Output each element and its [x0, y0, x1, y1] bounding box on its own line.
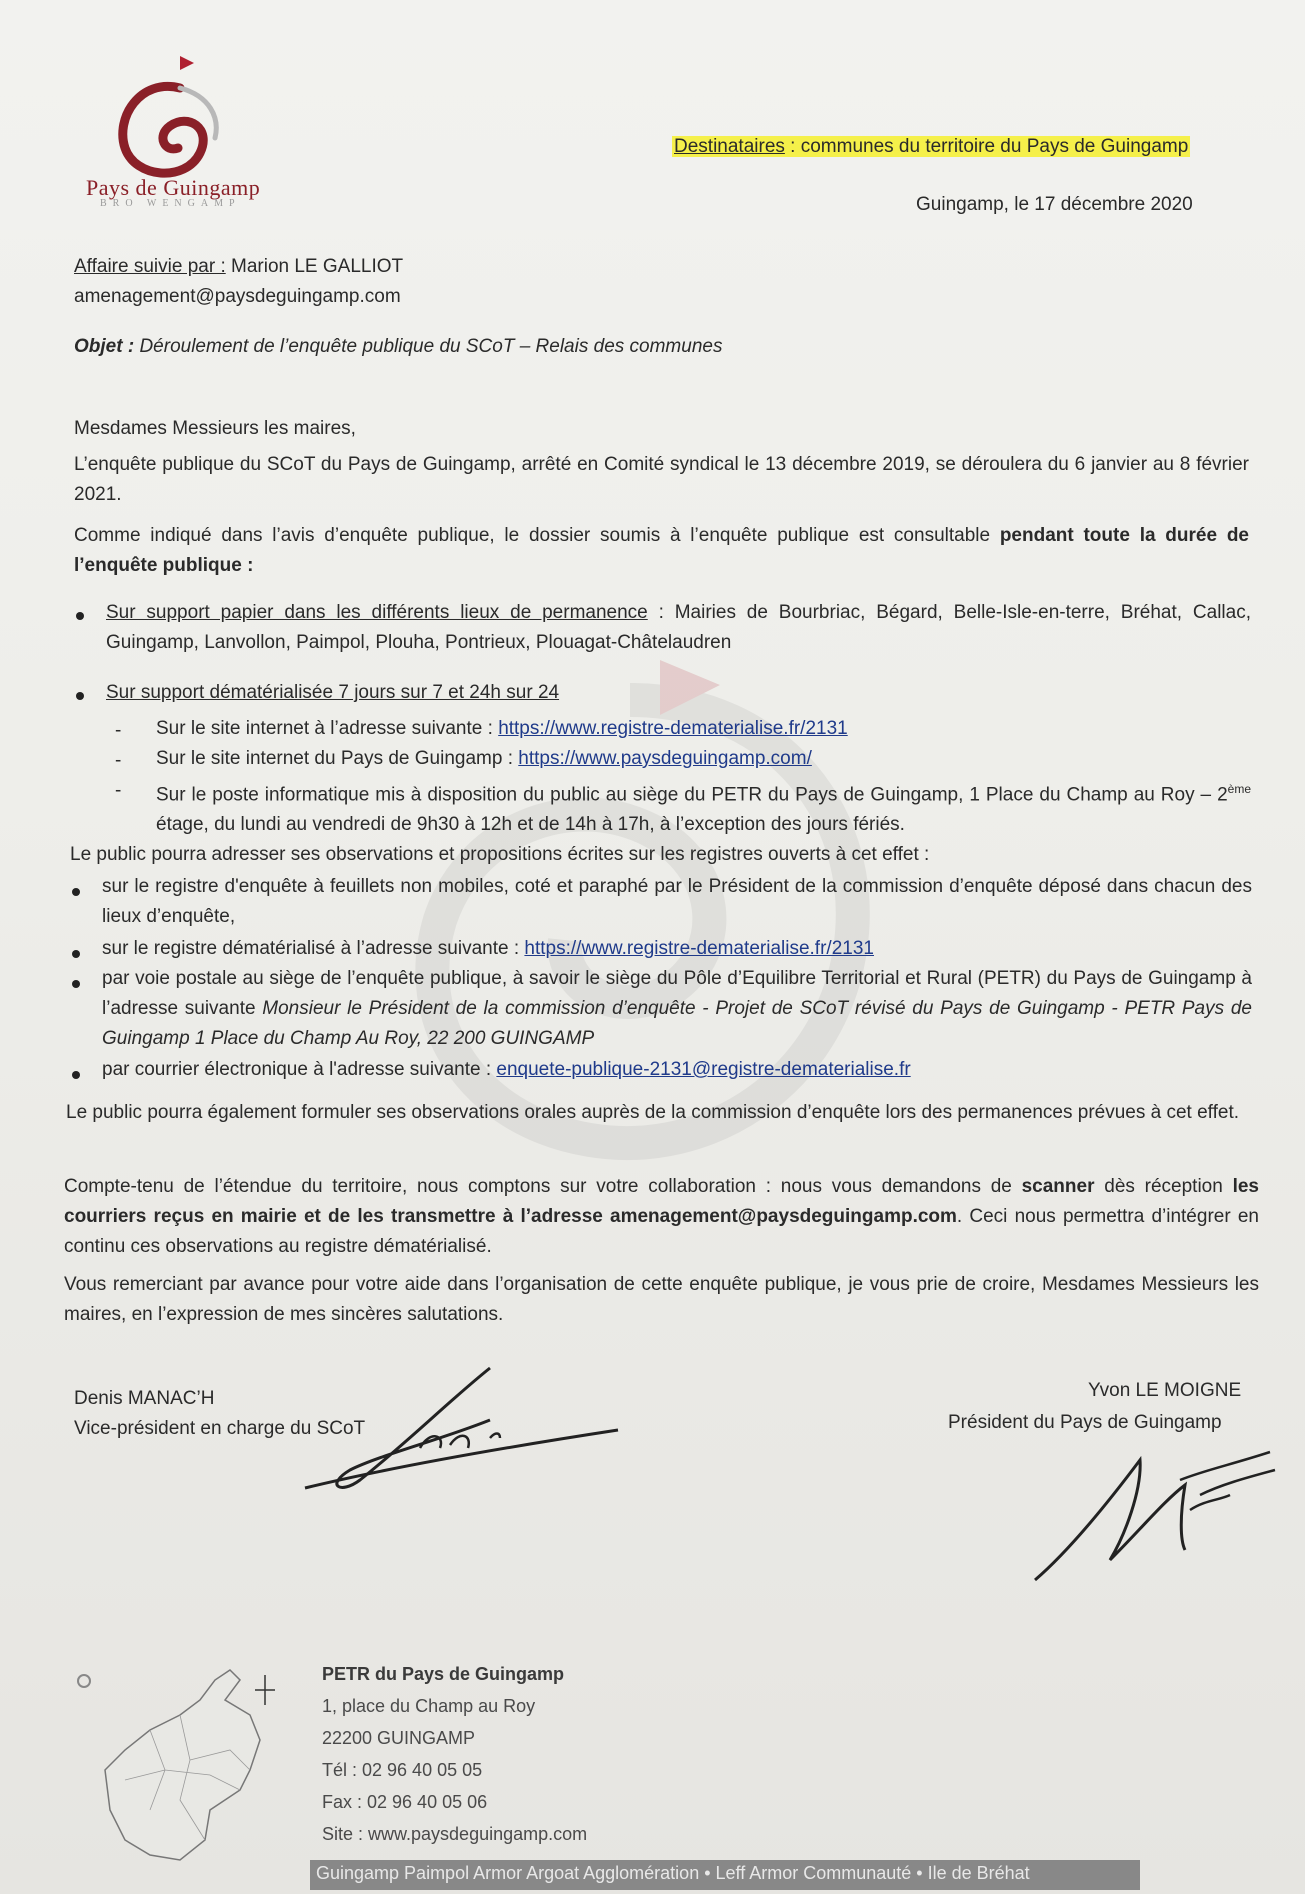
collab-bold-transmit: les courriers reçus en mairie et de les transmettre à l’adresse amenagement@paysdeguingamp.com — [64, 1176, 1259, 1227]
bullet-dot — [72, 1071, 80, 1079]
obs-item-digital-register — [102, 934, 874, 964]
obs-item-digital-register-text: sur le registre dématérialisé à l’adresse suivante : — [102, 938, 525, 959]
logo-subname: BRO WENGAMP — [100, 198, 241, 209]
paragraph-consultation-bold: pendant toute la durée de l’enquête publique : — [74, 525, 1249, 576]
footer-fax: Fax : 02 96 40 05 06 — [322, 1792, 488, 1812]
paragraph-dates: L’enquête publique du SCoT du Pays de Guingamp, arrêté en Comité syndical le 13 décembre 2019, se déroulera du 6 janvier au 8 février 2021. — [74, 454, 1249, 505]
obs-item-postal-address: Monsieur le Président de la commission d’enquête - Projet de SCoT révisé du Pays de Guingamp - PETR Pays de Guingamp 1 Place du Champ Au Roy, 22 200 GUINGAMP — [102, 998, 1252, 1049]
bullet-dot — [76, 612, 84, 620]
collab-text-c: dès réception — [1094, 1176, 1233, 1197]
dash-marker: - — [115, 750, 122, 771]
dash-item-registre — [156, 714, 848, 744]
left-signatory-role: Vice-président en charge du SCoT — [74, 1418, 366, 1439]
recipients-line — [672, 136, 1190, 158]
footer-org: PETR du Pays de Guingamp — [322, 1664, 565, 1684]
left-signatory-name: Denis MANAC’H — [74, 1388, 215, 1409]
footer-mini-logo — [74, 1670, 94, 1690]
collab-bold-scanner: scanner — [1021, 1176, 1095, 1197]
logo-name: Pays de Guingamp — [86, 175, 261, 200]
collab-text-d: . Ceci nous permettra d’intégrer en continu ces observations au registre dématérialisé. — [64, 1206, 1259, 1257]
recipients-text: : communes du territoire du Pays de Guingamp — [784, 136, 1189, 157]
case-handler-email: amenagement@paysdeguingamp.com — [74, 286, 401, 307]
subject-line — [74, 332, 722, 362]
footer-phone: Tél : 02 96 40 05 05 — [322, 1760, 483, 1780]
footer-address-line2: 22200 GUINGAMP — [322, 1728, 476, 1748]
superscript: ème — [1227, 782, 1251, 796]
paragraph-consultation-text: Comme indiqué dans l’avis d’enquête publique, le dossier soumis à l’enquête publique est consultable — [74, 525, 1000, 546]
obs-item-postal-text: par voie postale au siège de l’enquête publique, à savoir le siège du Pôle d’Equilibre Territorial et Rural (PETR) du Pays de Guingamp à l’adresse suivante — [102, 968, 1252, 1019]
dash-item-computer — [156, 774, 1251, 840]
right-signatory-role: Président du Pays de Guingamp — [948, 1412, 1222, 1433]
footer-site: Site : www.paysdeguingamp.com — [322, 1824, 588, 1844]
obs-item-email-text: par courrier électronique à l'adresse suivante : — [102, 1059, 497, 1080]
dash-item-website — [156, 744, 812, 774]
case-handler — [74, 252, 403, 282]
case-handler-label: Affaire suivie par : — [74, 256, 226, 277]
bullet-paper-support-text: : Mairies de Bourbriac, Bégard, Belle-Isle-en-terre, Bréhat, Callac, Guingamp, Lanvollon, Paimpol, Plouha, Pontrieux, Plouagat-Châtelaudren — [106, 602, 1251, 653]
bullet-paper-support — [106, 598, 1251, 658]
left-signature — [300, 1360, 630, 1500]
salutation: Mesdames Messieurs les maires, — [74, 418, 356, 439]
paragraph-observations: Le public pourra adresser ses observations et propositions écrites sur les registres ouverts à cet effet : — [70, 844, 930, 865]
collab-text-a: Compte-tenu de l’étendue du territoire, nous comptons sur votre collaboration : nous vous demandons de — [64, 1176, 1022, 1197]
obs-item-email — [102, 1055, 911, 1085]
recipients-label: Destinataires — [674, 136, 785, 157]
dash-item-registre-text: Sur le site internet à l’adresse suivante : — [156, 718, 499, 739]
letter-date: Guingamp, le 17 décembre 2020 — [916, 194, 1193, 215]
obs-item-paper-register: sur le registre d'enquête à feuillets non mobiles, coté et paraphé par le Président de la commission d’enquête déposé dans chacun des lieux d’enquête, — [102, 876, 1252, 927]
obs-item-postal — [102, 964, 1252, 1054]
bullet-dot — [72, 980, 80, 988]
dash-item-website-text: Sur le site internet du Pays de Guingamp : — [156, 748, 519, 769]
bullet-digital-support — [106, 678, 559, 708]
bullet-paper-support-title: Sur support papier dans les différents lieux de permanence — [106, 602, 648, 623]
dash-marker: - — [115, 780, 122, 801]
registre-link-2[interactable]: https://www.registre-dematerialise.fr/2131 — [524, 938, 874, 959]
dash-item-computer-text-a: Sur le poste informatique mis à disposition du public au siège du PETR du Pays de Guingamp, 1 Place du Champ au Roy – 2 — [156, 784, 1228, 806]
paragraph-closing: Vous remerciant par avance pour votre aide dans l’organisation de cette enquête publique, je vous prie de croire, Mesdames Messieurs les maires, en l’expression de mes sincères salutations. — [64, 1274, 1259, 1325]
email-link[interactable]: enquete-publique-2131@registre-dematerialise.fr — [496, 1059, 911, 1080]
right-signatory-name: Yvon LE MOIGNE — [1088, 1380, 1242, 1401]
right-signature — [1030, 1440, 1280, 1590]
footer-partners-bar: Guingamp Paimpol Armor Argoat Agglomération • Leff Armor Communauté • Ile de Bréhat — [310, 1860, 1140, 1890]
registre-link[interactable]: https://www.registre-dematerialise.fr/2131 — [498, 718, 848, 739]
dash-item-computer-text-b: étage, du lundi au vendredi de 9h30 à 12h et de 14h à 17h, à l’exception des jours fériés. — [156, 814, 905, 836]
case-handler-name: Marion LE GALLIOT — [225, 256, 404, 277]
website-link[interactable]: https://www.paysdeguingamp.com/ — [518, 748, 812, 769]
paragraph-consultation — [74, 521, 1249, 581]
territory-map — [90, 1660, 300, 1885]
bullet-digital-support-title: Sur support dématérialisée 7 jours sur 7 et 24h sur 24 — [106, 682, 560, 703]
footer-address-line1: 1, place du Champ au Roy — [322, 1696, 536, 1716]
dash-marker: - — [115, 720, 122, 741]
paragraph-oral: Le public pourra également formuler ses observations orales auprès de la commission d’enquête lors des permanences prévues à cet effet. — [66, 1102, 1240, 1123]
bullet-dot — [72, 950, 80, 958]
subject-text: Déroulement de l’enquête publique du SCoT – Relais des communes — [134, 336, 723, 357]
paragraph-collaboration — [64, 1172, 1259, 1262]
bullet-dot — [76, 692, 84, 700]
bullet-dot — [72, 888, 80, 896]
subject-label: Objet : — [74, 336, 135, 357]
